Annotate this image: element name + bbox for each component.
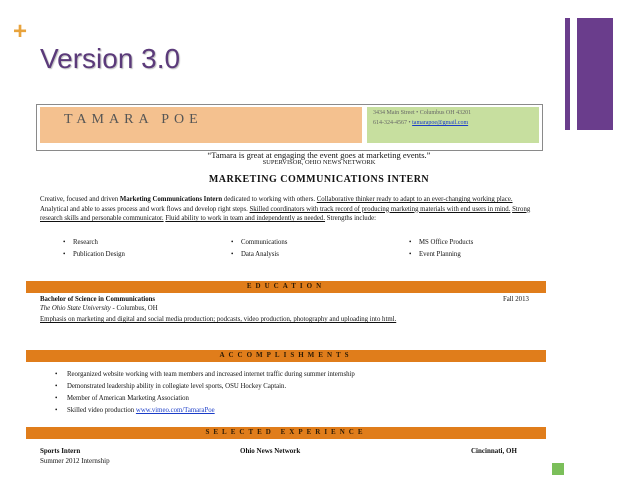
strength-item [231, 251, 279, 258]
summary-text: Analytical and able to asses process and work flows and develop right steps. [40, 205, 250, 213]
green-corner-marker [552, 463, 564, 475]
strength-label: Communications [241, 239, 288, 246]
experience-organization: Ohio News Network [240, 447, 301, 455]
section-bar-experience [26, 427, 546, 439]
experience-title: Sports Intern [40, 447, 81, 455]
accomplishment-text: Reorganized website working with team members and increased internet traffic during summer internship [67, 371, 355, 378]
school-location: - Columbus, OH [112, 305, 158, 312]
decorative-thick-bar [577, 18, 613, 130]
strength-item [409, 239, 473, 246]
education-degree: Bachelor of Science in Communications [40, 296, 156, 303]
bullet-icon: • [409, 251, 412, 258]
summary-underlined: Strong research skills and personable communicator. [40, 205, 531, 223]
accomplishment-item [55, 395, 189, 402]
summary-text: Strengths include: [325, 215, 377, 223]
video-portfolio-link[interactable]: www.vimeo.com/TamaraPoe [135, 407, 215, 414]
strength-label: MS Office Products [419, 239, 474, 246]
experience-period: Summer 2012 Internship [40, 457, 110, 465]
contact-address: 3434 Main Street • Columbus OH 43201 [373, 110, 472, 116]
experience-location: Cincinnati, OH [471, 447, 517, 455]
section-heading-education: EDUCATION [246, 282, 326, 290]
bullet-icon: • [55, 371, 58, 378]
school-name: The Ohio State University [40, 305, 111, 312]
resume-name: TAMARA POE [64, 112, 203, 127]
strength-label: Research [73, 239, 98, 246]
section-bar-education [26, 281, 546, 293]
accomplishment-text: Skilled video production [67, 407, 136, 414]
decorative-thin-bar [565, 18, 570, 130]
contact-phone-email [373, 120, 468, 126]
bullet-icon: • [55, 383, 58, 390]
contact-email-link[interactable]: tamarapoe@gmail.com [412, 120, 469, 126]
strength-item [409, 251, 461, 258]
accomplishment-text: Demonstrated leadership ability in collegiate level sports, OSU Hockey Captain. [67, 383, 287, 390]
strength-label: Publication Design [73, 251, 125, 258]
education-school [40, 305, 158, 312]
section-heading-experience: SELECTED EXPERIENCE [205, 428, 367, 436]
bullet-icon: • [231, 239, 234, 246]
strength-item [63, 239, 98, 246]
bullet-icon: • [55, 407, 58, 414]
summary-underlined: Fluid ability to work in team and independently as needed. [165, 215, 326, 223]
bullet-icon: • [231, 251, 234, 258]
summary-paragraph [40, 195, 540, 224]
education-emphasis: Emphasis on marketing and digital and social media production; podcasts, video production, photography and uploading into html. [40, 316, 397, 323]
bullet-icon: • [63, 251, 66, 258]
bullet-icon: • [55, 395, 58, 402]
strength-item [63, 251, 125, 258]
summary-text: Creative, focused and driven [40, 196, 120, 203]
section-heading-accomplishments: ACCOMPLISHMENTS [219, 351, 353, 359]
summary-underlined: Collaborative thinker ready to adapt to an ever-changing working place. [316, 196, 513, 203]
summary-underlined: Skilled coordinators with track record of producing marketing materials with end users in mind. [249, 205, 511, 213]
bullet-icon: • [409, 239, 412, 246]
testimonial-quote: “Tamara is great at engaging the event goes at marketing events.” [207, 150, 431, 160]
strength-label: Data Analysis [241, 251, 279, 258]
strength-item [231, 239, 287, 246]
summary-text: dedicated to working with others. [222, 196, 317, 203]
summary-bold-title: Marketing Communications Intern [119, 196, 223, 203]
accomplishment-text: Member of American Marketing Association [67, 395, 189, 402]
strength-label: Event Planning [419, 251, 461, 258]
plus-icon: + [13, 18, 28, 45]
accomplishment-item [55, 407, 215, 414]
education-date: Fall 2013 [503, 296, 529, 303]
accomplishment-item [55, 371, 355, 378]
contact-phone: 614-324-4567 • [373, 120, 411, 126]
accomplishment-item [55, 383, 286, 390]
position-title: MARKETING COMMUNICATIONS INTERN [208, 174, 430, 185]
slide-title: Version 3.0 [40, 43, 181, 74]
bullet-icon: • [63, 239, 66, 246]
testimonial-source: SUPERVISOR, OHIO NEWS NETWORK [262, 159, 376, 166]
section-bar-accomplishments [26, 350, 546, 362]
